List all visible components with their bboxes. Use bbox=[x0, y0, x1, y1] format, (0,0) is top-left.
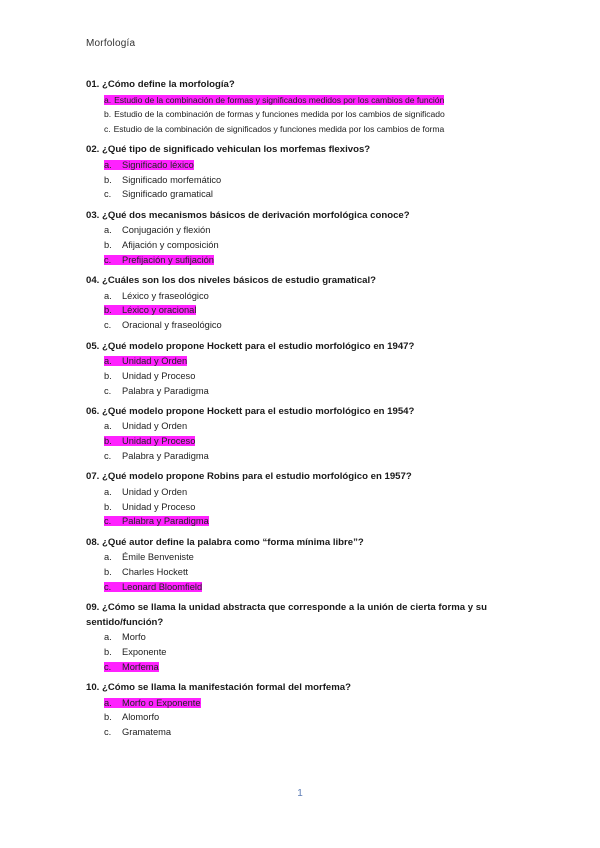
option-letter: a. bbox=[104, 356, 112, 367]
correct-answer-highlight bbox=[104, 95, 444, 105]
option-letter: b. bbox=[104, 567, 112, 578]
option-text: Morfo o Exponente bbox=[122, 697, 201, 708]
answer-content bbox=[104, 502, 195, 512]
answer-option-c bbox=[86, 122, 526, 137]
answer-option-a bbox=[86, 485, 526, 500]
option-letter: c. bbox=[104, 254, 112, 265]
question-title: 08. ¿Qué autor define la palabra como “forma mínima libre”? bbox=[86, 536, 364, 548]
option-text: Conjugación y flexión bbox=[122, 225, 211, 236]
option-text: Léxico y fraseológico bbox=[122, 290, 209, 301]
answer-content bbox=[104, 421, 187, 431]
question-title: 09. ¿Cómo se llama la unidad abstracta que corresponde a la unión de cierta forma y su sentido/función? bbox=[86, 602, 487, 628]
option-text: Significado léxico bbox=[122, 159, 194, 170]
option-letter: b. bbox=[104, 370, 112, 381]
answer-content bbox=[104, 487, 187, 497]
answer-option-a bbox=[86, 158, 526, 173]
answer-option-c bbox=[86, 253, 526, 268]
answer-option-a bbox=[86, 550, 526, 565]
answer-option-c bbox=[86, 514, 526, 529]
answer-option-b bbox=[86, 173, 526, 188]
option-text: Oracional y fraseológico bbox=[122, 320, 222, 331]
answer-content bbox=[104, 567, 188, 577]
correct-answer-highlight bbox=[104, 698, 201, 708]
answer-option-c bbox=[86, 187, 526, 202]
option-text: Morfo bbox=[122, 632, 146, 643]
question-title: 07. ¿Qué modelo propone Robins para el estudio morfológico en 1957? bbox=[86, 471, 412, 483]
option-text: Significado gramatical bbox=[122, 189, 213, 200]
question-3 bbox=[86, 209, 526, 268]
option-letter: c. bbox=[104, 661, 112, 672]
option-letter: c. bbox=[104, 516, 112, 527]
option-text: Unidad y Proceso bbox=[122, 370, 196, 381]
answer-content bbox=[104, 291, 209, 301]
question-10 bbox=[86, 681, 526, 740]
question-title: 03. ¿Qué dos mecanismos básicos de derivación morfológica conoce? bbox=[86, 209, 410, 221]
option-letter: c. bbox=[104, 581, 112, 592]
question-9 bbox=[86, 601, 526, 674]
question-1 bbox=[86, 78, 526, 137]
option-text: Unidad y Proceso bbox=[122, 436, 196, 447]
option-text: Gramatema bbox=[122, 727, 172, 738]
option-text: Estudio de la combinación de formas y significados medidos por los cambios de función bbox=[114, 94, 445, 105]
answer-option-a bbox=[86, 630, 526, 645]
option-letter: b. bbox=[104, 501, 112, 512]
answer-content bbox=[104, 371, 195, 381]
answer-option-c bbox=[86, 725, 526, 740]
question-8 bbox=[86, 536, 526, 595]
option-text: Léxico y oracional bbox=[122, 305, 197, 316]
option-text: Unidad y Orden bbox=[122, 486, 188, 497]
option-text: Émile Benveniste bbox=[122, 552, 194, 563]
correct-answer-highlight bbox=[104, 160, 194, 170]
answer-content bbox=[104, 320, 222, 330]
option-text: Charles Hockett bbox=[122, 567, 189, 578]
option-letter: b. bbox=[104, 646, 112, 657]
answer-option-c bbox=[86, 318, 526, 333]
correct-answer-highlight bbox=[104, 255, 214, 265]
question-5 bbox=[86, 340, 526, 399]
option-letter: a. bbox=[104, 632, 112, 643]
question-6 bbox=[86, 405, 526, 464]
option-letter: c. bbox=[104, 189, 112, 200]
answer-option-b bbox=[86, 645, 526, 660]
answer-option-a bbox=[86, 419, 526, 434]
question-title: 02. ¿Qué tipo de significado vehiculan los morfemas flexivos? bbox=[86, 144, 371, 156]
answer-content bbox=[104, 189, 213, 199]
option-letter: c. bbox=[104, 385, 112, 396]
option-letter: b. bbox=[104, 109, 112, 120]
answer-option-b bbox=[86, 710, 526, 725]
answer-option-c bbox=[86, 660, 526, 675]
option-letter: a. bbox=[104, 94, 112, 105]
answer-option-c bbox=[86, 384, 526, 399]
option-letter: b. bbox=[104, 712, 112, 723]
option-text: Unidad y Proceso bbox=[122, 501, 196, 512]
option-text: Exponente bbox=[122, 646, 167, 657]
option-letter: a. bbox=[104, 552, 112, 563]
answer-option-a bbox=[86, 354, 526, 369]
page-number: 1 bbox=[297, 788, 303, 799]
option-letter: a. bbox=[104, 486, 112, 497]
answer-option-a bbox=[86, 93, 526, 108]
option-letter: c. bbox=[104, 727, 112, 738]
answer-content bbox=[104, 632, 146, 642]
answer-content bbox=[104, 109, 445, 119]
correct-answer-highlight bbox=[104, 305, 196, 315]
option-text: Alomorfo bbox=[122, 712, 160, 723]
answer-option-b bbox=[86, 303, 526, 318]
answer-option-b bbox=[86, 369, 526, 384]
option-text: Significado morfemático bbox=[122, 174, 222, 185]
option-text: Unidad y Orden bbox=[122, 421, 188, 432]
question-2 bbox=[86, 143, 526, 202]
question-title: 10. ¿Cómo se llama la manifestación formal del morfema? bbox=[86, 682, 351, 694]
question-title: 06. ¿Qué modelo propone Hockett para el estudio morfológico en 1954? bbox=[86, 405, 415, 417]
option-letter: c. bbox=[104, 320, 112, 331]
option-text: Palabra y Paradigma bbox=[122, 451, 209, 462]
answer-content bbox=[104, 647, 166, 657]
answer-content bbox=[104, 712, 159, 722]
answer-content bbox=[104, 240, 219, 250]
correct-answer-highlight bbox=[104, 662, 159, 672]
question-title: 01. ¿Cómo define la morfología? bbox=[86, 79, 235, 90]
option-letter: a. bbox=[104, 159, 112, 170]
correct-answer-highlight bbox=[104, 356, 187, 366]
option-text: Estudio de la combinación de formas y funciones medida por los cambios de significado bbox=[114, 109, 445, 120]
question-title: 05. ¿Qué modelo propone Hockett para el estudio morfológico en 1947? bbox=[86, 340, 415, 352]
option-letter: b. bbox=[104, 240, 112, 251]
question-7 bbox=[86, 470, 526, 529]
answer-content bbox=[104, 727, 171, 737]
answer-option-b bbox=[86, 500, 526, 515]
page-header: Morfología bbox=[86, 38, 136, 49]
answer-option-b bbox=[86, 434, 526, 449]
answer-content bbox=[104, 451, 209, 461]
option-text: Estudio de la combinación de significados y funciones medida por los cambios de forma bbox=[113, 124, 445, 135]
option-text: Unidad y Orden bbox=[122, 356, 188, 367]
answer-option-c bbox=[86, 449, 526, 464]
answer-content bbox=[104, 552, 194, 562]
option-letter: c. bbox=[104, 124, 111, 135]
option-text: Palabra y Paradigma bbox=[122, 385, 209, 396]
option-letter: c. bbox=[104, 451, 112, 462]
answer-content bbox=[104, 225, 210, 235]
option-text: Palabra y Paradigma bbox=[122, 516, 209, 527]
answer-content bbox=[104, 124, 444, 134]
correct-answer-highlight bbox=[104, 436, 195, 446]
option-text: Leonard Bloomfield bbox=[122, 581, 203, 592]
option-letter: b. bbox=[104, 174, 112, 185]
answer-option-b bbox=[86, 565, 526, 580]
option-text: Morfema bbox=[122, 661, 159, 672]
answer-option-a bbox=[86, 696, 526, 711]
option-text: Prefijación y sufijación bbox=[122, 254, 214, 265]
answer-option-b bbox=[86, 107, 526, 122]
answer-content bbox=[104, 386, 209, 396]
option-letter: a. bbox=[104, 697, 112, 708]
correct-answer-highlight bbox=[104, 582, 202, 592]
question-title: 04. ¿Cuáles son los dos niveles básicos de estudio gramatical? bbox=[86, 275, 377, 287]
option-letter: a. bbox=[104, 225, 112, 236]
question-4 bbox=[86, 274, 526, 333]
option-letter: a. bbox=[104, 421, 112, 432]
answer-option-b bbox=[86, 238, 526, 253]
option-letter: b. bbox=[104, 305, 112, 316]
option-letter: a. bbox=[104, 290, 112, 301]
answer-option-a bbox=[86, 289, 526, 304]
option-letter: b. bbox=[104, 436, 112, 447]
answer-content bbox=[104, 175, 221, 185]
option-text: Afijación y composición bbox=[122, 240, 219, 251]
question-list bbox=[86, 78, 526, 746]
correct-answer-highlight bbox=[104, 516, 209, 526]
answer-option-a bbox=[86, 223, 526, 238]
answer-option-c bbox=[86, 580, 526, 595]
